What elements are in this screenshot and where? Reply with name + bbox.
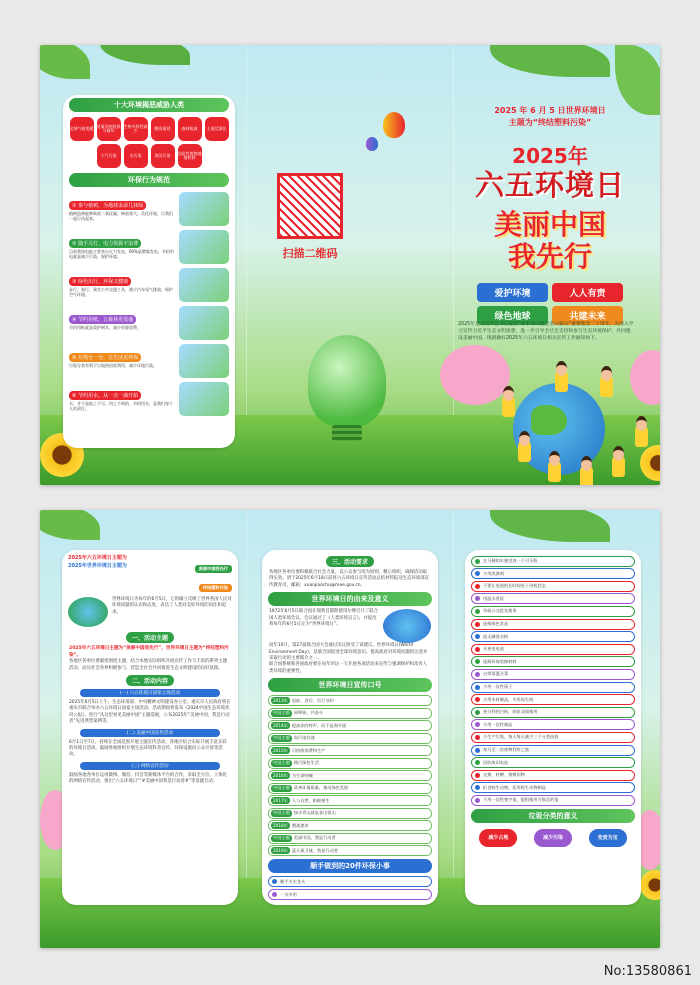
tip-item <box>471 682 635 693</box>
rule-title: ① 参与植树，为地球多添几抹绿 <box>69 201 146 210</box>
slogan-row <box>268 720 432 731</box>
leaves-decoration <box>100 45 190 65</box>
slogan-text: 人与自然，相联相生 <box>291 797 330 803</box>
tip-text: 买充电电池 <box>483 646 504 652</box>
tip-item <box>471 694 635 705</box>
earth-globe-icon <box>383 609 431 643</box>
slogan-year: 2015年 <box>273 747 288 753</box>
tip-item <box>471 568 635 579</box>
leaves-decoration <box>40 510 100 540</box>
rule-item <box>63 342 235 380</box>
qr-code-label: 扫描二维码 <box>282 247 338 260</box>
tip-item <box>471 719 635 730</box>
tip-item <box>268 889 432 900</box>
section-body: 各地区各单位要紧密围绕主题，结合本地实际组织开展宣传工作与丰富的系列主题活动，动员社会各界积极参与，营造全社会共同推进生态文明建设的良好氛围。 <box>69 659 228 671</box>
origin-body: 1972年6月5日联合国在瑞典首都斯德哥尔摩召开了联合国人类环境会议，会议通过了《人类环境宣言》，并提出将每年的6月5日定为“世界环境日”。 <box>269 609 378 627</box>
tip-text: 不用一次性签字笔，提倡使用可换芯的笔 <box>483 797 559 803</box>
bullet-icon <box>475 634 480 639</box>
hot-air-balloon-icon <box>383 112 405 138</box>
rule-body: 节约用纸就是爱护树木，减少资源浪费。 <box>69 325 141 330</box>
slogan-year: 中国主题 <box>273 810 290 815</box>
meaning-badge: 减少污染 <box>534 829 572 847</box>
hazard-item: 生物多样性减少 <box>124 117 148 141</box>
theme-header-line-2: 2025年世界环境日主题为 <box>68 562 127 569</box>
tip-item <box>471 581 635 592</box>
year-title: 2025年 <box>512 144 588 168</box>
slogan-row <box>268 845 432 856</box>
slogan-tag: 爱护环境 <box>477 283 548 302</box>
cycling-illustration <box>179 268 229 302</box>
section-heading: 一、活动主题 <box>126 632 174 643</box>
rule-title: ③ 绿色出行，环保又健康 <box>69 277 131 286</box>
slogan-row <box>268 833 432 844</box>
tip-item <box>471 757 635 768</box>
bullet-icon <box>272 879 277 884</box>
leaves-decoration <box>490 45 610 77</box>
tree-planting-illustration <box>179 192 229 226</box>
tip-text: 一水多用 <box>280 891 297 897</box>
bullet-icon <box>475 748 480 753</box>
bullet-icon <box>475 659 480 664</box>
tip-item <box>471 631 635 642</box>
hazard-item: 海洋污染 <box>151 144 175 168</box>
tip-text: 每月至一次废物利用之旅 <box>483 747 530 752</box>
tip-text: 少用木材制品，多用再生纸 <box>483 696 534 702</box>
paper-saving-illustration <box>179 306 229 340</box>
tip-text: 少用洗涤剂 <box>483 570 504 576</box>
festival-title: 六五环境日 <box>474 168 625 202</box>
slogan-row <box>268 783 432 794</box>
theme-statement: 2025年六五环境日主题为“美丽中国我先行”，世界环境日主题为“终结塑料污染”。 <box>69 646 229 658</box>
origin-body: 联合国系统和各国政府要在每年的这一天开展各项活动来宣传与强调保护和改善人类环境的重要性。 <box>269 662 428 674</box>
tip-text: 自带菜篮买菜 <box>483 671 509 677</box>
tip-text: 回收废旧电池 <box>483 759 509 765</box>
meaning-badge: 减少占地 <box>479 829 517 847</box>
tip-item <box>471 770 635 781</box>
tip-item <box>471 782 635 793</box>
meaning-list <box>465 826 641 850</box>
slogan-row <box>268 820 432 831</box>
child-figure <box>555 370 568 392</box>
origin-title: 世界环境日的由来及意义 <box>268 592 432 606</box>
tip-text: 交换、转赠、捐赠旧物 <box>483 772 525 778</box>
slogan-year: 2016年 <box>273 772 288 778</box>
slogan-text: 践行绿色生活 <box>293 760 319 765</box>
waste-bins-illustration <box>179 344 229 378</box>
rules-title: 环保行为规范 <box>69 173 229 187</box>
tip-text: 少用一次性制品 <box>483 721 513 727</box>
slogan-year: 中国主题 <box>273 760 290 765</box>
rule-title: ④ 节约用纸，让森林更茂盛 <box>69 315 136 324</box>
intro-text <box>455 105 645 129</box>
environment-rules-card <box>63 95 235 448</box>
child-figure <box>548 460 561 482</box>
water-tap-illustration <box>179 382 229 416</box>
child-figure <box>580 465 593 485</box>
theme-header <box>62 550 238 595</box>
tip-text: 少用一次性筷子 <box>483 684 513 690</box>
theme-tag: 美丽中国我先行 <box>195 565 232 573</box>
rule-item <box>63 266 235 304</box>
rule-body: 水，并不是取之不尽、用之不竭的，节约用水，是我们每个人的责任。 <box>69 401 173 412</box>
slogan-row <box>268 695 432 706</box>
slogan-year: 2019年 <box>273 847 288 853</box>
hazard-item: 土地荒漠化 <box>205 117 229 141</box>
bullet-icon <box>475 785 480 790</box>
earth-globe-icon <box>68 597 108 627</box>
meaning-badge: 变废为宝 <box>589 829 627 847</box>
slogan-row <box>268 733 432 744</box>
child-figure <box>635 425 648 447</box>
slogan-tag: 共建未来 <box>552 306 623 325</box>
bullet-icon <box>475 571 480 576</box>
slogan-tag: 人人有责 <box>552 283 623 302</box>
child-figure <box>600 375 613 397</box>
rule-body: 垃圾分类有利于垃圾的回收利用，减少环境污染。 <box>69 363 157 368</box>
slogan-row <box>268 795 432 806</box>
leaves-decoration <box>490 510 610 542</box>
bullet-icon <box>475 735 480 740</box>
intro-row <box>62 595 238 629</box>
bullet-icon <box>475 697 480 702</box>
rule-item <box>63 228 235 266</box>
subsection-heading: (三) 网络宣传活动 <box>80 762 220 770</box>
tip-item <box>471 593 635 604</box>
hazard-item: 大气污染 <box>97 144 121 168</box>
tip-item <box>471 644 635 655</box>
slogan-row <box>268 770 432 781</box>
slogans-title: 世界环境日宣传口号 <box>268 678 432 692</box>
hazard-item: 臭氧层的耗损与破坏 <box>97 117 121 141</box>
bullet-icon <box>475 773 480 778</box>
intro-line-2: 主题为“终结塑料污染” <box>508 118 592 127</box>
tips-card <box>465 550 641 905</box>
hazards-title: 十大环境揭恶威胁人类 <box>69 98 229 112</box>
rule-item <box>63 380 235 418</box>
rule-title: ⑤ 垃圾分一分，让生活更环保 <box>69 353 141 362</box>
activity-theme-card <box>62 550 238 905</box>
slogan-text: 可持续消费和生产 <box>291 747 326 753</box>
requirements-card <box>262 550 438 905</box>
slogan-year: 2014年 <box>273 722 288 728</box>
section-heading: 二、活动内容 <box>126 675 174 686</box>
lightbulb-base <box>332 425 362 441</box>
theme-tag: 终结塑料污染 <box>199 584 232 592</box>
tip-text: 选无磷洗衣粉 <box>483 633 509 639</box>
hot-air-balloon-icon <box>366 137 378 151</box>
rule-body: 步行、骑行、乘坐公共交通工具，减少汽车尾气排放，保护空气环境。 <box>69 287 173 298</box>
qr-code-placeholder[interactable] <box>277 173 343 239</box>
slogan-year: 中国主题 <box>273 785 290 790</box>
bullet-icon <box>475 622 480 627</box>
rule-item <box>63 190 235 228</box>
meaning-title: 垃圾分类的意义 <box>471 809 635 823</box>
tip-item <box>471 795 635 806</box>
slogan-text: 提高你的呼声，而不是海平面 <box>291 722 347 728</box>
brochure-back <box>40 510 660 948</box>
hazard-item: 酸雨蔓延 <box>151 117 175 141</box>
slogan-text: 改善环境质量，推动绿色发展 <box>293 785 349 790</box>
pink-tree <box>630 350 660 405</box>
bullet-icon <box>475 685 480 690</box>
tip-text: 选购环保装修材料 <box>483 658 517 664</box>
rule-title: ⑥ 节约用水，从一点一滴开始 <box>69 391 141 400</box>
bullet-icon <box>475 722 480 727</box>
leaves-decoration <box>40 45 90 79</box>
slogan-row <box>268 708 432 719</box>
tip-item <box>471 732 635 743</box>
slogan-tag: 绿色地球 <box>477 306 548 325</box>
section-body: 6月1日至7日，持续在全国范围开展主题宣传活动，各地区结合实际开展丰富多彩的环境日活动，鼓励各地组织开展生态环境科普宣传、环保设施向公众开放等活动。 <box>69 739 227 758</box>
tip-text: 少生产垃圾，每人每天减少三个分类投放 <box>483 734 559 740</box>
bullet-icon <box>475 609 480 614</box>
theme-header-line-1: 2025年六五环境日主题为 <box>68 555 127 561</box>
slogan-year: 中国主题 <box>273 835 290 840</box>
slogan-text: 美丽中国，我是行动者 <box>293 835 336 840</box>
tip-text: 拒食野生动物，拒用野生动物制品 <box>483 784 546 790</box>
tip-text: 选购绿色食品 <box>483 621 509 627</box>
bullet-icon <box>475 710 480 715</box>
section-body: 各地区各单位要积极联合社会力量，以公众参与度为原则，精心组织，确保活动取得实效。请于2025年6月18日前将六五环境日宣传活动总结材料报送生态环境部宣传教育司，邮箱：xuanjiaochu@mee.gov.cn。 <box>269 570 430 588</box>
rule-body: 植树造林能够吸收二氧化碳，释放氧气，美化环境，让我们一起行动起来。 <box>69 211 173 222</box>
hazard-item: 森林锐减 <box>178 117 202 141</box>
slogan-year: 中国主题 <box>273 710 290 715</box>
slogan-line-1: 美丽中国 <box>493 208 606 241</box>
slogans-list <box>262 695 438 856</box>
bullet-icon <box>272 892 277 897</box>
bullet-icon <box>475 596 480 601</box>
section-body: 2025年6月5日上午，生态环境部、中央精神文明建设办公室、重庆市人民政府将在重庆市联合举办六五环境日国家主场活动，活动期间将发布《2024中国生态环境状况公报》，进行“从这里看见美丽中国”主题巡展，公布2025年“美丽中国，我是行动者”先进典型案例等。 <box>69 700 231 725</box>
slogan-text: 为生命呐喊 <box>291 772 313 778</box>
tip-text: 充分利用白纸，纸张双面使用 <box>483 709 538 715</box>
tip-text: 用温水煮饭 <box>483 595 504 601</box>
slogan-text: 蓝天保卫战，我是行动者 <box>291 847 338 853</box>
child-figure <box>612 455 625 477</box>
slogan-text: 思前、食后、厉行节约 <box>291 697 334 703</box>
bullet-icon <box>475 760 480 765</box>
bullet-icon <box>475 647 480 652</box>
tip-item <box>471 707 635 718</box>
bullet-icon <box>475 559 480 564</box>
slogan-text: 向污染宣战 <box>293 735 315 740</box>
slogan-line-2: 我先行 <box>507 240 592 274</box>
tip-item <box>471 619 635 630</box>
tip-item <box>471 606 635 617</box>
light-switch-illustration <box>179 230 229 264</box>
slogan-year: 2018年 <box>273 822 288 828</box>
tip-item <box>471 656 635 667</box>
section-heading: 三、活动要求 <box>326 556 374 567</box>
subsection-heading: (二) 美丽中国宣传活动 <box>80 729 220 737</box>
bullet-icon <box>475 672 480 677</box>
hazard-item: 全球气候变暖 <box>70 117 94 141</box>
section-body: 鼓励各地各单位运用微博、微信、抖音等新媒体平台的合作，采取全方位、立体化的网络宣传活动，推出“六五环境日”“#美丽中国我是行动者#”等话题互动。 <box>69 772 228 785</box>
pink-tree <box>440 345 510 405</box>
tip-text: 争取公交优先使用 <box>483 608 517 614</box>
origin-body: 同年10月，第27届联合国大会通过决议接受了该建议。世界环境日(World Environment Day)，是联合国促进全球环境意识、提高政府对环境问题的注意并采取行动的主要媒介之一。 <box>269 643 428 661</box>
brochure-front <box>40 45 660 485</box>
hazard-item: 水污染 <box>124 144 148 168</box>
slogan-year: 中国主题 <box>273 735 290 740</box>
intro-text: 世界环境日为每年的6月5日，它的确立反映了世界各国人民对环境问题的认识和态度，表达了人类对美好环境的向往和追求。 <box>112 597 232 615</box>
child-figure <box>502 395 515 417</box>
tip-text: 在马桶的水箱里放一个可乐瓶 <box>483 558 538 564</box>
tip-item <box>268 876 432 887</box>
slogan-text: 同呼吸、共奋斗 <box>293 710 324 715</box>
rule-body: 目前我国电能主要来自火力发电，60%是燃煤发电，节约用电就是减少污染，保护环境。 <box>69 249 174 260</box>
tips-title: 顺手做到的20件环保小事 <box>268 859 432 873</box>
child-figure <box>518 440 531 462</box>
bullet-icon <box>475 798 480 803</box>
lightbulb-plant-illustration <box>308 335 386 427</box>
hazards-grid <box>63 115 235 170</box>
slogan-row <box>268 745 432 756</box>
rule-title: ② 随手关灯，电力资源不浪费 <box>69 239 141 248</box>
slogan-row <box>268 758 432 769</box>
tip-item <box>471 556 635 567</box>
hazard-item: 危险性废物越境转移 <box>178 144 202 168</box>
tip-item <box>471 669 635 680</box>
intro-line-1: 2025 年 6 月 5 日世界环境日 <box>494 106 606 115</box>
slogan-year: 2017年 <box>273 797 288 803</box>
slogan-row <box>268 808 432 819</box>
slogan-text: 塑战速决 <box>291 822 309 828</box>
slogan-tags <box>477 283 623 325</box>
tip-text: 不要让电视机长时间处于待机状态 <box>483 583 546 589</box>
watermark-id: No:13580861 <box>603 964 692 979</box>
slogan-year: 2013年 <box>273 697 288 703</box>
slogan-text: 绿水青山就是金山银山 <box>293 810 336 815</box>
subsection-heading: (一) 六五环境日国家主场活动 <box>80 689 220 697</box>
bullet-icon <box>475 584 480 589</box>
tip-item <box>471 745 635 756</box>
notice-description: 2025年是习近平总书记提出“绿水青山就是金山银山”重要理念二十周年。为深入学习宣传习近平生态文明思想，进一步引导全社会支持和参与生态环境保护，共同建设美丽中国，现就做好2025年六五环境日相关宣传工作通知如下。 <box>458 322 634 341</box>
tip-text: 顺手关水龙头 <box>280 878 306 884</box>
tips-list <box>465 550 641 806</box>
main-slogan <box>460 209 640 273</box>
rule-item <box>63 304 235 342</box>
